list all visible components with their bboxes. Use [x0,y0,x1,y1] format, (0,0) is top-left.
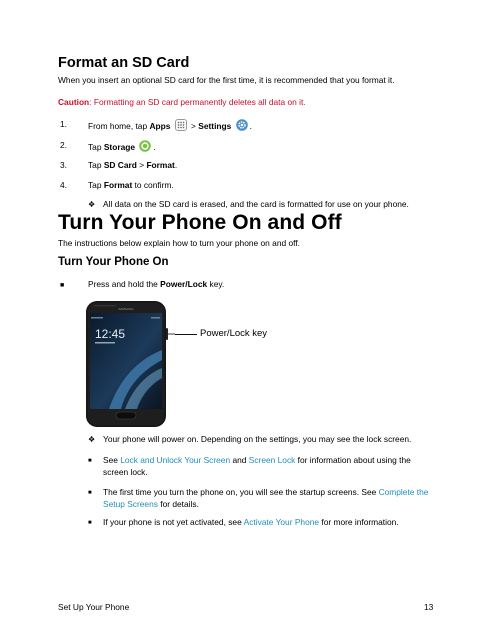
caution-text: : Formatting an SD card permanently deletes all data on it. [89,97,306,107]
format-label: Format [103,180,133,190]
bullet-text: for details. [157,498,199,509]
step-text: > [136,160,147,170]
result-text: Your phone will power on. Depending on the settings, you may see the lock screen. [103,434,412,444]
section-title-format: Format an SD Card [58,55,190,71]
subsection-title: Turn Your Phone On [58,256,169,268]
turn-step [60,279,440,291]
link-screen-lock[interactable]: Screen Lock [248,455,296,465]
phone-time: 12:45 [95,327,126,341]
step-number: 4. [60,180,67,190]
bullet-text: for more information. [319,517,399,527]
sd-card-label: SD Card [103,160,137,170]
svg-text:SAMSUNG: SAMSUNG [118,307,134,311]
bullet-text: See [103,455,121,465]
link-activate-phone[interactable]: Activate Your Phone [243,517,320,527]
bullet-text: and [230,455,249,465]
step-number: 2. [60,140,67,150]
bullet-text: for information about using the screen lock. [103,455,411,477]
step-text: . [153,141,156,152]
figure-label: Power/Lock key [200,328,268,339]
storage-label: Storage [103,141,136,152]
phone-illustration [85,300,175,428]
diamond-bullet-icon: ❖ [88,200,96,209]
settings-gear-icon [236,119,248,135]
step-text: key. [207,279,225,289]
settings-label: Settings [198,120,232,131]
step-text: Press and hold the [88,279,161,289]
step-1 [60,119,440,135]
step-text: Tap [88,160,104,170]
format-label: Format [146,160,175,170]
step-number: 3. [60,160,67,170]
step-3 [60,160,440,172]
square-bullet-icon: ■ [88,490,92,496]
square-bullet-icon: ■ [60,282,65,289]
power-lock-label: Power/Lock [160,279,208,289]
section-title-turn: Turn Your Phone On and Off [58,211,342,234]
step-4 [60,180,440,192]
square-bullet-icon: ■ [88,458,92,464]
apps-icon [175,119,187,135]
format-intro: When you insert an optional SD card for the first time, it is recommended that you format it. [58,75,395,85]
step-text: to confirm. [132,180,174,190]
step-text: > [188,120,199,131]
caution-line [58,97,306,109]
link-complete-setup[interactable]: Complete the Setup Screens [103,487,429,509]
bullet-lock-screen [88,455,433,478]
bullet-text: If your phone is not yet activated, see [103,517,244,527]
bullet-setup-screens [88,487,433,510]
callout-line [175,334,197,335]
turn-intro: The instructions below explain how to turn your phone on and off. [58,238,300,248]
result-text: All data on the SD card is erased, and the card is formatted for use on your phone. [103,199,409,209]
step-text: From home, tap [88,120,150,131]
step-text: . [174,160,178,170]
step-text: . [249,120,252,131]
square-bullet-icon: ■ [88,520,92,526]
footer-chapter: Set Up Your Phone [58,602,130,612]
storage-icon [139,140,151,156]
step-text: Tap [88,180,104,190]
step-number: 1. [60,119,67,129]
bullet-activate [88,517,468,529]
power-lock-key [166,328,168,340]
format-result [88,199,468,211]
bullet-text: The first time you turn the phone on, you will see the startup screens. See [103,487,379,497]
link-lock-and-unlock[interactable]: Lock and Unlock Your Screen [120,455,231,465]
caution-label: Caution [58,97,90,107]
step-text: Tap [88,141,104,152]
step-2 [60,140,440,156]
diamond-bullet-icon: ❖ [88,435,96,444]
turn-result [88,434,468,446]
apps-label: Apps [149,120,171,131]
page-number: 13 [424,602,434,612]
